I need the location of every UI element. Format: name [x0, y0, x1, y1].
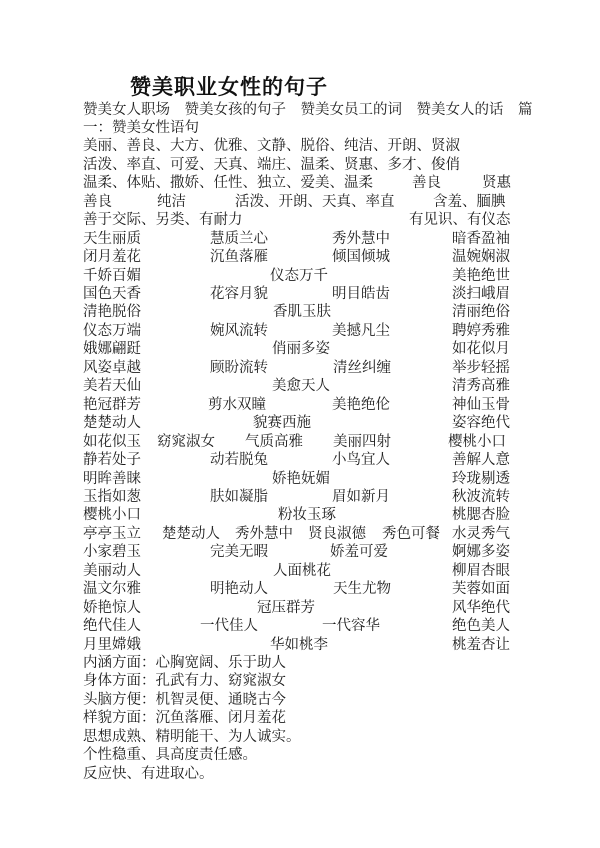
- text-run: 美丽四射: [333, 433, 391, 450]
- text-row: [0, 654, 600, 673]
- text-run: 仪态万端: [83, 322, 141, 339]
- text-run: 姿容绝代: [452, 415, 510, 432]
- text-run: 清秀高雅: [452, 378, 510, 395]
- text-run: 花容月貌: [210, 286, 268, 302]
- text-run: 肤如凝脂: [210, 488, 268, 505]
- text-run: 楚楚动人: [83, 415, 141, 432]
- text-run: 天生尤物: [333, 581, 391, 598]
- text-run: 秀色可餐: [382, 525, 440, 542]
- text-run: 聘婷秀雅: [452, 322, 510, 339]
- text-run: 温婉娴淑: [452, 249, 510, 266]
- text-row: [0, 137, 600, 156]
- text-row: [0, 285, 600, 304]
- text-run: 芙蓉如面: [452, 581, 510, 598]
- text-run: 神仙玉骨: [452, 396, 510, 413]
- text-run: 贤惠: [482, 175, 511, 192]
- text-row: [0, 728, 600, 747]
- text-run: 风姿卓越: [83, 359, 141, 376]
- text-run: 活泼、开朗、天真、率直: [235, 193, 395, 210]
- text-run: 温柔、体贴、撒娇、任性、独立、爱美、温柔: [83, 175, 373, 192]
- text-run: 小鸟宜人: [332, 452, 390, 469]
- text-row: [0, 119, 600, 138]
- text-row: [0, 267, 600, 286]
- text-run: 楚楚动人: [162, 525, 220, 542]
- text-run: 善于交际、另类、有耐力: [83, 212, 243, 229]
- text-run: 一：赞美女性语句: [83, 119, 199, 136]
- text-run: 风华绝代: [452, 599, 510, 616]
- text-run: 亭亭玉立: [83, 525, 141, 542]
- text-run: 粉妆玉琢: [278, 507, 336, 524]
- text-run: 美撼凡尘: [332, 322, 390, 339]
- text-run: 娥娜翩跹: [83, 341, 141, 358]
- text-run: 清丽绝俗: [452, 304, 510, 321]
- text-run: 美丽动人: [83, 562, 141, 579]
- text-run: 个性稳重、具高度责任感。: [83, 747, 257, 764]
- text-row: [0, 322, 600, 341]
- text-row: [0, 672, 600, 691]
- text-run: 明目皓齿: [332, 286, 390, 302]
- text-run: 善解人意: [452, 452, 510, 469]
- text-row: [0, 230, 600, 249]
- text-run: 貌赛西施: [253, 415, 311, 432]
- text-run: 小家碧玉: [83, 544, 141, 561]
- text-run: 柳眉杏眼: [452, 562, 510, 579]
- page-title: 赞美职业女性的句子: [130, 76, 328, 99]
- text-run: 国色天香: [83, 286, 141, 302]
- text-row: [0, 359, 600, 378]
- text-row: [0, 543, 600, 562]
- text-run: 沉鱼落雁: [210, 249, 268, 266]
- text-row: [0, 506, 600, 525]
- text-run: 气质高雅: [245, 433, 303, 450]
- text-run: 慧质兰心: [210, 230, 268, 247]
- text-run: 玉指如葱: [83, 488, 141, 505]
- text-run: 一代佳人: [200, 618, 258, 635]
- text-run: 举步轻摇: [452, 359, 510, 376]
- text-row: [0, 340, 600, 359]
- text-row: [0, 193, 600, 212]
- text-run: 善良: [83, 193, 112, 210]
- text-row: [0, 525, 600, 544]
- text-run: 婉风流转: [210, 322, 268, 339]
- text-row: [0, 765, 600, 784]
- text-run: 静若处子: [83, 452, 141, 469]
- text-run: 秋波流转: [452, 488, 510, 505]
- text-run: 绝色美人: [452, 618, 510, 635]
- text-row: [0, 396, 600, 415]
- text-run: 动若脱兔: [210, 452, 268, 469]
- text-row: [0, 580, 600, 599]
- text-run: 美艳绝世: [452, 267, 510, 284]
- text-row: [0, 101, 600, 120]
- text-run: 样貌方面：沉鱼落雁、闭月羞花: [83, 710, 286, 727]
- text-run: 樱桃小口: [448, 433, 506, 450]
- text-run: 明眸善睐: [83, 470, 141, 487]
- text-row: [0, 156, 600, 175]
- text-run: 婀娜多姿: [452, 544, 510, 561]
- text-row: [0, 599, 600, 618]
- text-row: [0, 451, 600, 470]
- text-run: 身体方面：孔武有力、窈窕淑女: [83, 673, 286, 690]
- text-row: [0, 488, 600, 507]
- text-row: [0, 174, 600, 193]
- text-row: [0, 470, 600, 489]
- text-run: 有见识、有仪态: [409, 212, 511, 229]
- text-row: [0, 211, 600, 230]
- text-run: 桃羞杏让: [452, 636, 510, 653]
- text-run: 暗香盈袖: [452, 230, 510, 247]
- text-run: 一代容华: [322, 618, 380, 635]
- text-run: 赞美女人职场 赞美女孩的句子 赞美女员工的词 赞美女人的话 篇: [83, 101, 533, 118]
- text-run: 活泼、率直、可爱、天真、端庄、温柔、贤惠、多才、俊俏: [83, 156, 460, 173]
- text-run: 思想成熟、精明能干、为人诚实。: [83, 728, 301, 745]
- text-run: 水灵秀气: [452, 525, 510, 542]
- text-run: 秀外慧中: [332, 230, 390, 247]
- text-run: 美愈天人: [272, 378, 330, 395]
- text-run: 娇羞可爱: [330, 544, 388, 561]
- text-row: [0, 691, 600, 710]
- text-run: 如花似月: [452, 341, 510, 358]
- text-row: [0, 303, 600, 322]
- text-run: 俏丽多姿: [272, 341, 330, 358]
- text-row: [0, 377, 600, 396]
- text-row: [0, 248, 600, 267]
- text-run: 娇艳惊人: [83, 599, 141, 616]
- text-row: [0, 746, 600, 765]
- text-run: 樱桃小口: [83, 507, 141, 524]
- text-run: 玲珑剔透: [452, 470, 510, 487]
- text-row: [0, 636, 600, 655]
- text-run: 秀外慧中: [235, 525, 293, 542]
- text-run: 清丝纠缠: [333, 359, 391, 376]
- text-run: 明艳动人: [210, 581, 268, 598]
- text-run: 月里嫦娥: [83, 636, 141, 653]
- text-run: 美丽、善良、大方、优雅、文静、脱俗、纯洁、开朗、贤淑: [83, 138, 460, 155]
- text-run: 头脑方便：机智灵便、通晓古今: [83, 691, 286, 708]
- text-run: 完美无暇: [210, 544, 268, 561]
- text-run: 天生丽质: [83, 230, 141, 247]
- text-run: 华如桃李: [270, 636, 328, 653]
- text-run: 善良: [412, 175, 441, 192]
- text-row: [0, 433, 600, 452]
- text-run: 桃腮杏脸: [452, 507, 510, 524]
- text-run: 清艳脱俗: [83, 304, 141, 321]
- text-run: 纯洁: [157, 193, 186, 210]
- text-run: 淡扫峨眉: [452, 286, 510, 302]
- text-run: 绝代佳人: [83, 618, 141, 635]
- text-run: 倾国倾城: [332, 249, 390, 266]
- text-run: 艳冠群芳: [83, 396, 141, 413]
- text-row: [0, 562, 600, 581]
- text-run: 如花似玉: [83, 433, 141, 450]
- text-run: 贤良淑德: [308, 525, 366, 542]
- text-row: [0, 414, 600, 433]
- text-run: 内涵方面：心胸宽阔、乐于助人: [83, 655, 286, 671]
- text-run: 美艳绝伦: [332, 396, 390, 413]
- text-run: 美若天仙: [83, 378, 141, 395]
- text-run: 温文尔雅: [83, 581, 141, 598]
- text-run: 娇艳妩媚: [272, 470, 330, 487]
- text-run: 反应快、有进取心。: [83, 765, 214, 782]
- text-run: 冠压群芳: [257, 599, 315, 616]
- text-run: 含羞、腼腆: [433, 193, 506, 210]
- text-run: 人面桃花: [273, 562, 331, 579]
- text-run: 顾盼流转: [210, 359, 268, 376]
- text-run: 剪水双瞳: [208, 396, 266, 413]
- text-run: 窈窕淑女: [157, 433, 215, 450]
- text-run: 千娇百媚: [83, 267, 141, 284]
- text-row: [0, 617, 600, 636]
- text-run: 闭月羞花: [83, 249, 141, 266]
- text-run: 仪态万千: [270, 267, 328, 284]
- text-row: [0, 709, 600, 728]
- text-run: 眉如新月: [332, 488, 390, 505]
- text-run: 香肌玉肤: [273, 304, 331, 321]
